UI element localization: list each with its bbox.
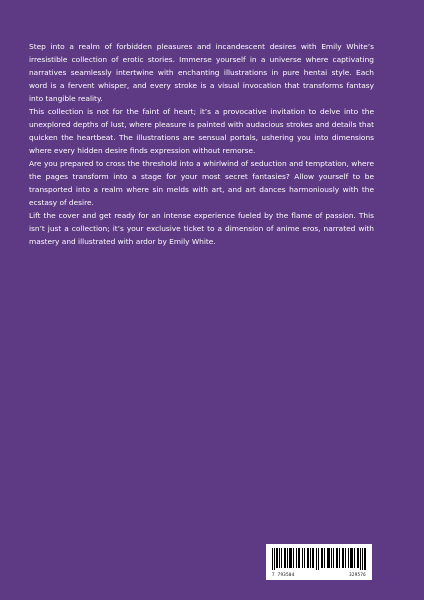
- barcode-digits-left: 7 793504: [272, 572, 295, 577]
- blurb-paragraph-2: This collection is not for the faint of heart; it’s a provocative invitation to delve into the unexplored depths of lust, where pleasure is painted with audacious strokes and details that quicken the heartbeat. The illustrations are sensual portals, ushering you into dimensions where every hidden desire finds expression without remorse.: [29, 107, 374, 155]
- barcode-digits: [272, 571, 366, 578]
- blurb-text: [29, 40, 374, 248]
- barcode-digits-right: 329576: [349, 572, 366, 577]
- blurb-paragraph-3: Are you prepared to cross the threshold into a whirlwind of seduction and temptation, where the pages transform into a stage for your most secret fantasies? Allow yourself to be transported into a realm where sin melds with art, and art dances harmoniously with the ecstasy of desire.: [29, 159, 374, 207]
- barcode: [266, 544, 372, 580]
- blurb-paragraph-4: Lift the cover and get ready for an intense experience fueled by the flame of passion. This isn’t just a collection; it’s your exclusive ticket to a dimension of anime eros, narrated with mastery and illustrated with ardor by Emily White.: [29, 211, 374, 246]
- barcode-bars: [272, 548, 366, 570]
- blurb-paragraph-1: Step into a realm of forbidden pleasures and incandescent desires with Emily White’s irresistible collection of erotic stories. Immerse yourself in a universe where captivating narratives seamlessly intertwine with enchanting illustrations in pure hentai style. Each word is a fervent whisper, and every stroke is a visual invocation that transforms fantasy into tangible reality.: [29, 42, 374, 103]
